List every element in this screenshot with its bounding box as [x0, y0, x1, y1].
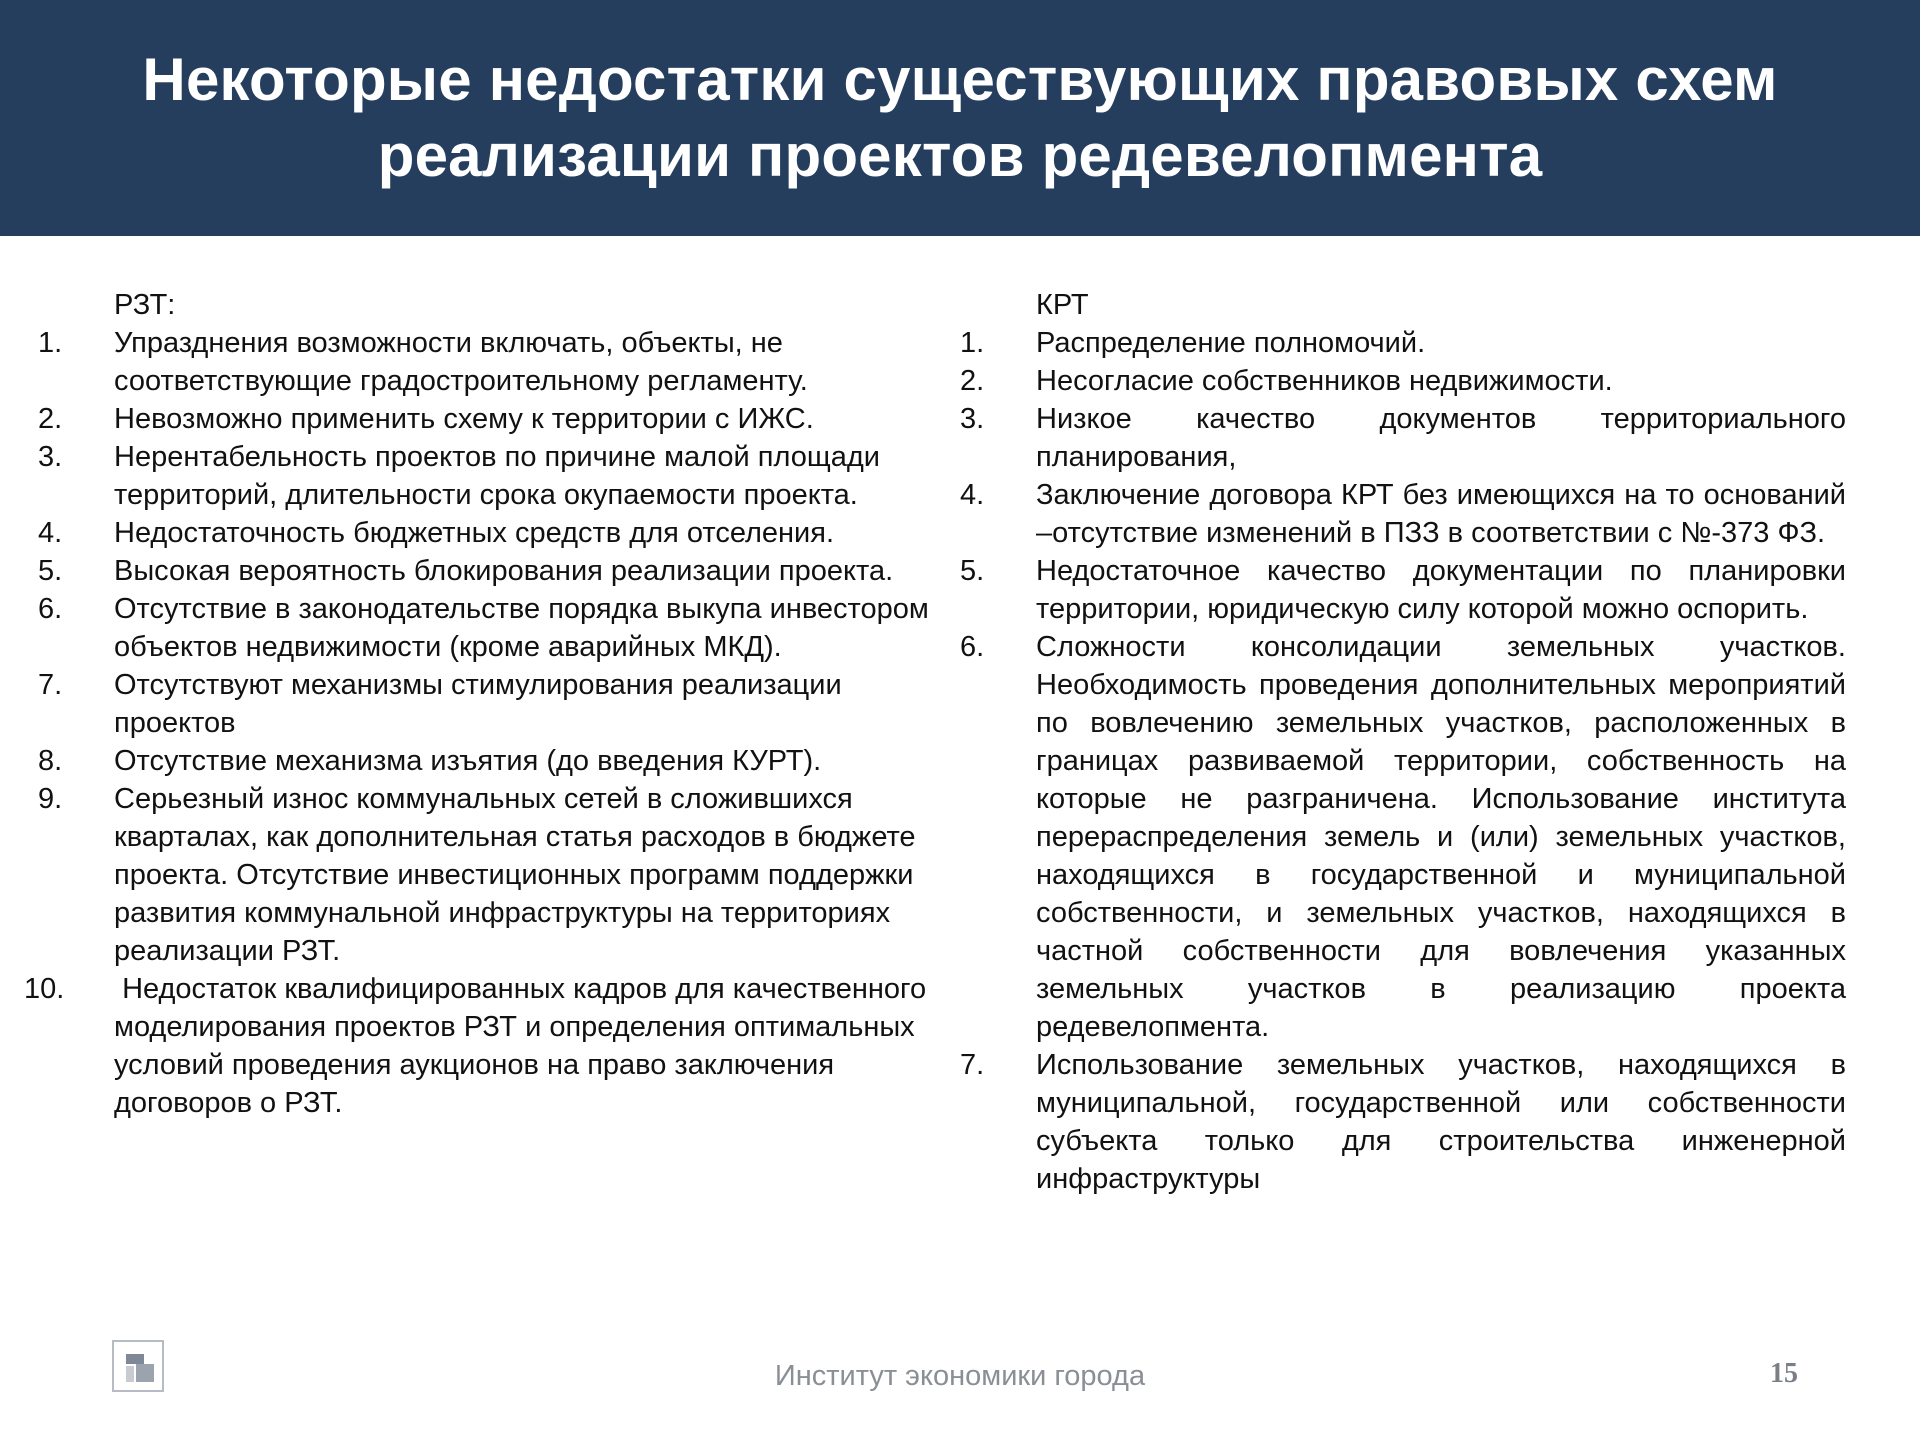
item-text: Недостаточность бюджетных средств для отселения.: [114, 517, 835, 549]
item-text: Недостаточное качество документации по планировки территории, юридическую силу которой можно оспорить.: [1036, 555, 1846, 625]
item-number: 4.: [38, 517, 63, 549]
item-number: 6.: [38, 593, 63, 625]
right-column-heading: КРТ: [1036, 289, 1089, 321]
right-list-item: [946, 324, 1846, 362]
item-text: Использование земельных участков, находящихся в муниципальной, государственной или собственности субъекта только для строительства инженерной инфраструктуры: [1036, 1049, 1846, 1195]
item-text: Сложности консолидации земельных участков. Необходимость проведения дополнительных мероприятий по вовлечению земельных участков, расположенных в границах развиваемой территории, собственность на которые не разграничена. Использование института перераспределения земель и (или) земельных участков, находящихся в государственной и муниципальной собственности, и земельных участков, находящихся в частной собственности для вовлечения указанных земельных участков в реализацию проекта редевелопмента.: [1036, 631, 1846, 1043]
right-column-krt: [946, 286, 1846, 1198]
item-number: 4.: [960, 479, 985, 511]
item-number: 9.: [38, 783, 63, 815]
item-number: 2.: [38, 403, 63, 435]
footer-organization: Институт экономики города: [774, 1360, 1146, 1392]
right-list-item: [946, 552, 1846, 628]
item-text: Распределение полномочий.: [1036, 327, 1426, 359]
item-text: Серьезный износ коммунальных сетей в сложившихся кварталах, как дополнительная статья расходов в бюджете проекта. Отсутствие инвестиционных программ поддержки развития коммунальной инфраструктуры на территориях реализации РЗТ.: [114, 783, 916, 967]
left-list-item: [24, 780, 952, 970]
item-text: Нерентабельность проектов по причине малой площади территорий, длительности срока окупаемости проекта.: [114, 441, 880, 511]
title-bar: [0, 0, 1920, 236]
left-column-heading: РЗТ:: [114, 289, 176, 321]
left-list-item: [24, 666, 952, 742]
item-number: 1.: [960, 327, 985, 359]
item-text: Отсутствие механизма изъятия (до введения КУРТ).: [114, 745, 822, 777]
item-number: 7.: [960, 1049, 985, 1081]
item-number: 5.: [38, 555, 63, 587]
item-number: 10.: [24, 973, 65, 1005]
page-number: 15: [1770, 1358, 1798, 1389]
left-list-item: [24, 742, 952, 780]
right-list-item: [946, 362, 1846, 400]
item-text: Невозможно применить схему к территории с ИЖС.: [114, 403, 814, 435]
left-list-item: [24, 590, 952, 666]
item-number: 7.: [38, 669, 63, 701]
item-number: 3.: [960, 403, 985, 435]
item-text: Недостаток квалифицированных кадров для качественного моделирования проектов РЗТ и определения оптимальных условий проведения аукционов на право заключения договоров о РЗТ.: [114, 973, 935, 1119]
slide-title: [142, 42, 1777, 194]
item-number: 2.: [960, 365, 985, 397]
slide-title-line-1: Некоторые недостатки существующих правовых схем: [142, 46, 1778, 113]
item-number: 6.: [960, 631, 985, 663]
left-list-item: [24, 514, 952, 552]
left-list-item: [24, 438, 952, 514]
item-number: 3.: [38, 441, 63, 473]
item-text: Высокая вероятность блокирования реализации проекта.: [114, 555, 894, 587]
left-column-rzt: [24, 286, 952, 1122]
left-list-item: [24, 552, 952, 590]
item-number: 8.: [38, 745, 63, 777]
right-list-item: [946, 628, 1846, 1046]
item-text: Низкое качество документов территориального планирования,: [1036, 403, 1846, 473]
left-list-item: [24, 324, 952, 400]
item-number: 1.: [38, 327, 63, 359]
item-number: 5.: [960, 555, 985, 587]
left-list-item: [24, 400, 952, 438]
item-text: Несогласие собственников недвижимости.: [1036, 365, 1613, 397]
item-text: Отсутствуют механизмы стимулирования реализации проектов: [114, 669, 842, 739]
item-text: Упразднения возможности включать, объекты, не соответствующие градостроительному регламенту.: [114, 327, 808, 397]
item-text: Заключение договора КРТ без имеющихся на то оснований –отсутствие изменений в ПЗЗ в соответствии с №-373 ФЗ.: [1036, 479, 1846, 549]
item-text: Отсутствие в законодательстве порядка выкупа инвестором объектов недвижимости (кроме аварийных МКД).: [114, 593, 929, 663]
slide-title-line-2: реализации проектов редевелопмента: [377, 122, 1543, 189]
right-list-item: [946, 476, 1846, 552]
left-list-item: [24, 970, 952, 1122]
right-list-item: [946, 1046, 1846, 1198]
right-list-item: [946, 400, 1846, 476]
